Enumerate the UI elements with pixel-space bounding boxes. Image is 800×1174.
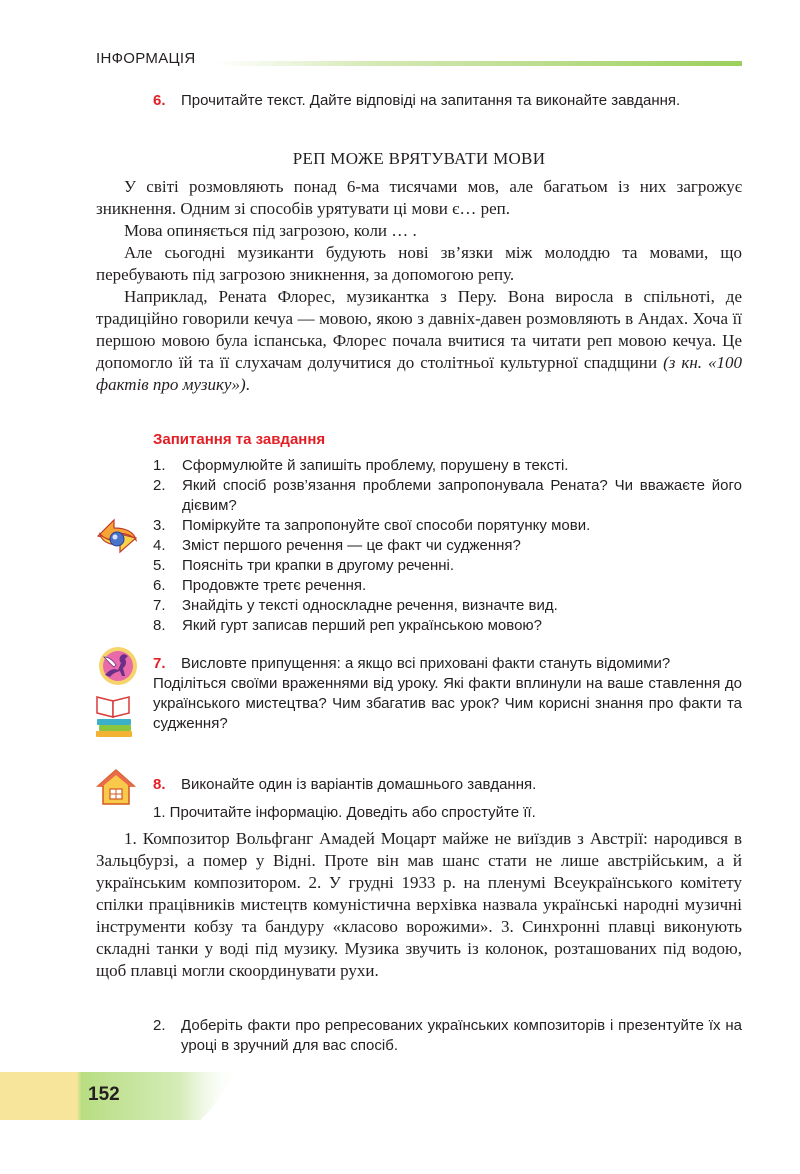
- question-item: [153, 516, 742, 536]
- question-text: Зміст першого речення — це факт чи судження?: [182, 537, 521, 554]
- section-title: ІНФОРМАЦІЯ: [96, 50, 196, 67]
- task-number: 8.: [153, 776, 166, 793]
- question-number: 7.: [153, 597, 166, 614]
- article-title: РЕП МОЖЕ ВРЯТУВАТИ МОВИ: [292, 149, 546, 168]
- homework-facts: [96, 828, 742, 982]
- question-text: Який гурт записав перший реп українською мовою?: [182, 617, 543, 634]
- question-number: 1.: [153, 457, 166, 474]
- question-item: [153, 576, 742, 596]
- task-text: Висловте припущення: а якщо всі приховані факти стануть відомими?: [181, 655, 671, 672]
- question-item: [153, 616, 742, 636]
- page-number: 152: [88, 1084, 120, 1105]
- option-number: 2.: [153, 1017, 166, 1034]
- question-text: Поясніть три крапки в другому реченні.: [182, 557, 455, 574]
- question-number: 3.: [153, 517, 166, 534]
- questions-heading: Запитання та завдання: [153, 431, 326, 448]
- homework-option-2: [153, 1016, 742, 1060]
- task-number: 6.: [153, 92, 166, 109]
- option-text: Доберіть факти про репресованих українських композиторів і презентуйте їх на уроці в зручний для вас спосіб.: [181, 1017, 742, 1054]
- article-body: [96, 176, 742, 396]
- task-number: 7.: [153, 655, 166, 672]
- question-text: Знайдіть у тексті односкладне речення, визначте вид.: [182, 597, 558, 614]
- article-end: .: [245, 375, 250, 394]
- books-icon: [93, 693, 137, 739]
- question-item: [153, 556, 742, 576]
- reflection-text: Поділіться своїми враженнями від уроку. Які факти вплинули на ваше ставлення до українського мистецтва? Чим збагатив вас урок? Чим корисні знання про факти та судження?: [153, 675, 742, 732]
- task-8: [153, 775, 742, 797]
- article-source: (з кн. «100 фактів про музику»): [96, 353, 743, 394]
- article-last-paragraph: Наприклад, Рената Флорес, музикантка з Перу. Вона виросла в спільноті, де традиційно говорили кечуа — мовою, якою з давніх-давен розмовляють в Андах. Хоча її першою мовою була іспанська, Флорес почала вчитися та читати реп мовою кечуа. Це допомогло їй та її слухачам долучитися до столітньої культурної спадщини: [96, 287, 742, 372]
- facts-paragraph: 1. Композитор Вольфганг Амадей Моцарт майже не виїздив з Австрії: народився в Зальцбурзі, а помер у Відні. Проте він мав шанс стати не лише австрійським, а й українським композитором. 2. У грудні 1933 р. на пленумі Всеукраїнського комітету спілки працівників мистецтв комуністична верхівка назвала українські народні музичні інструменти кобзу та бандуру «класово ворожими». 3. Синхронні плавці виконують складні танки у воді під музику. Музика звучить із колонок, розташованих під водою, щоб плавці могли скоординувати рухи.: [96, 829, 742, 980]
- article-paragraph: Мова опиняється під загрозою, коли … .: [124, 221, 417, 240]
- question-number: 4.: [153, 537, 166, 554]
- article-paragraph: У світі розмовляють понад 6-ма тисячами мов, але багатьом із них загрожує зникнення. Одним зі способів урятувати ці мови є… реп.: [96, 177, 742, 218]
- question-number: 2.: [153, 477, 166, 494]
- question-text: Продовжте третє речення.: [182, 577, 367, 594]
- article-paragraph: Але сьогодні музиканти будують нові зв’язки між молоддю та мовами, що перебувають під загрозою зникнення, за допомогою репу.: [96, 243, 742, 284]
- page-number-bar: [0, 1072, 240, 1120]
- question-item: [153, 456, 742, 476]
- question-item: [153, 596, 742, 616]
- homework-option-1: 1. Прочитайте інформацію. Доведіть або спростуйте її.: [153, 804, 536, 821]
- task-text: Прочитайте текст. Дайте відповіді на запитання та виконайте завдання.: [181, 92, 681, 109]
- discussion-icon: [94, 514, 140, 558]
- question-item: [153, 536, 742, 556]
- pegasus-icon: [96, 645, 140, 687]
- question-text: Сформулюйте й запишіть проблему, порушену в тексті.: [182, 457, 569, 474]
- question-number: 8.: [153, 617, 166, 634]
- task-6: [153, 91, 742, 135]
- question-text: Поміркуйте та запропонуйте свої способи порятунку мови.: [182, 517, 591, 534]
- questions-list: [153, 456, 742, 636]
- question-item: [153, 476, 742, 516]
- question-number: 6.: [153, 577, 166, 594]
- home-icon: [95, 767, 137, 807]
- question-number: 5.: [153, 557, 166, 574]
- question-text: Який спосіб розв’язання проблеми запропонувала Рената? Чи вважаєте його дієвим?: [182, 477, 742, 514]
- task-text: Виконайте один із варіантів домашнього завдання.: [181, 776, 537, 793]
- article-paragraph: [96, 286, 742, 396]
- header-divider: [216, 61, 742, 66]
